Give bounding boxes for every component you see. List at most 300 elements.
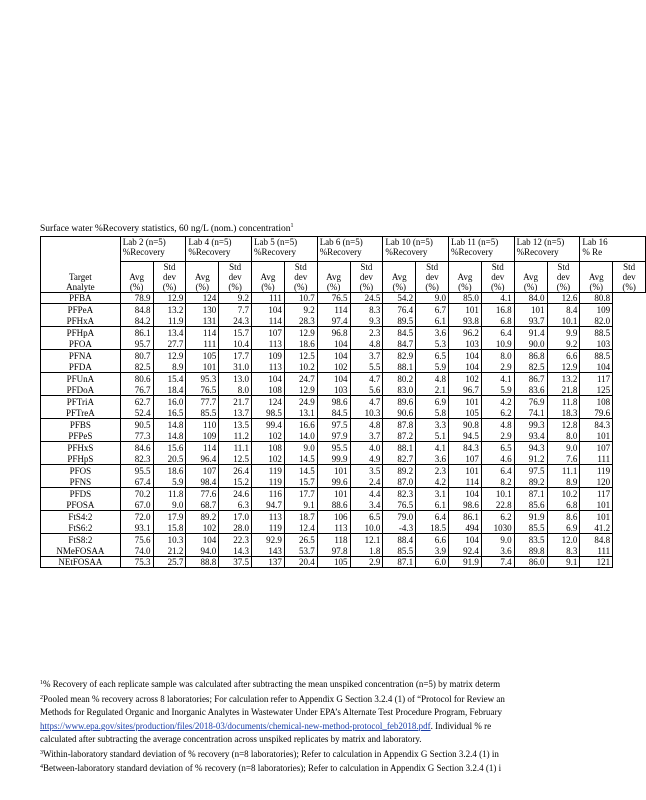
std-dev-header: Std dev (%) [284,262,317,293]
value-cell: 96.2 [449,327,482,339]
value-cell: 75.6 [120,534,153,546]
value-cell: 72.0 [120,511,153,523]
value-cell: 98.6 [449,499,482,511]
value-cell: 95.7 [120,338,153,350]
value-cell: 10.0 [350,522,383,534]
value-cell: 12.4 [284,522,317,534]
value-cell: 14.5 [284,453,317,465]
value-cell: 10.2 [284,361,317,373]
table-row [41,407,646,419]
value-cell: 6.8 [547,499,580,511]
value-cell: 12.6 [547,293,580,304]
value-cell: 3.7 [350,430,383,442]
value-cell: 108 [252,384,285,396]
lab-subheader: %Recovery [451,247,493,257]
footnote-2-line-2: Methods for Regulated Organic and Inorganic Analytes in Wastewater Under EPA’s Alternate Test Procedure Program, February [40,707,503,717]
value-cell: 90.5 [120,419,153,431]
lab-name: Lab 12 (n=5) [516,237,565,247]
value-cell: 80.6 [120,373,153,385]
value-cell: 89.6 [383,396,416,408]
value-cell: 113 [252,361,285,373]
value-cell: 4.7 [350,396,383,408]
value-cell: 82.7 [383,453,416,465]
value-cell: 87.2 [383,430,416,442]
value-cell: 24.9 [284,396,317,408]
value-cell: 53.7 [284,545,317,557]
value-cell: 4.1 [416,442,449,454]
value-cell: 13.2 [153,304,186,316]
value-cell: 111 [580,453,613,465]
table-row [41,430,646,442]
value-cell: 18.7 [284,511,317,523]
value-cell: 124 [186,293,219,304]
avg-header: Avg (%) [317,262,350,293]
lab-header [252,237,318,262]
value-cell: 12.1 [350,534,383,546]
value-cell: 5.5 [350,361,383,373]
value-cell: 8.0 [219,384,252,396]
lab-name: Lab 4 (n=5) [188,237,232,247]
table-header [41,237,646,293]
value-cell: 14.3 [219,545,252,557]
value-cell: 104 [580,361,613,373]
value-cell: 4.8 [350,419,383,431]
lab-header [383,237,449,262]
value-cell: 111 [186,338,219,350]
avg-header: Avg (%) [120,262,153,293]
value-cell: 76.9 [514,396,547,408]
value-cell: 104 [449,350,482,362]
lab-name: Lab 6 (n=5) [319,237,363,247]
analyte-cell: PFOS [41,465,121,477]
analyte-cell: PFPeS [41,430,121,442]
value-cell: 117 [580,488,613,500]
value-cell: 10.3 [350,407,383,419]
footnote-3: $^3$Within-laboratory standard deviation of % recovery (n=8 laboratories); Refer to calculation in Appendix G Section 3.2.4 (1) in [40,748,499,759]
value-cell: 8.4 [547,304,580,316]
value-cell: 17.9 [153,511,186,523]
value-cell: 104 [186,534,219,546]
value-cell: 5.3 [416,338,449,350]
value-cell: 79.6 [580,407,613,419]
std-dev-header: Std dev (%) [481,262,514,293]
value-cell: 91.9 [449,557,482,568]
value-cell: 494 [449,522,482,534]
value-cell: 18.4 [153,384,186,396]
footnote-4: $^4$Between-laboratory standard deviation of % recovery (n=8 laboratories); Refer to calculation in Appendix G Section 3.2.4 (1) i [40,763,502,773]
value-cell: 67.0 [120,499,153,511]
value-cell: 84.6 [120,442,153,454]
value-cell: 15.7 [219,327,252,339]
lab-header [580,237,646,262]
footnote-2-line-4: calculated after subtracting the average concentration across unspiked replicates by matrix and laboratory. [40,734,422,744]
value-cell: 10.4 [219,338,252,350]
value-cell: 114 [317,304,350,316]
value-cell: 130 [186,304,219,316]
value-cell: 9.0 [481,534,514,546]
value-cell: 1030 [481,522,514,534]
value-cell: 5.6 [350,384,383,396]
value-cell: 2.9 [481,361,514,373]
value-cell: 2.3 [416,465,449,477]
value-cell: 131 [186,315,219,327]
lab-header [317,237,383,262]
value-cell: 106 [317,511,350,523]
value-cell: 87.1 [514,488,547,500]
value-cell: 84.5 [317,407,350,419]
value-cell: 9.1 [547,557,580,568]
value-cell: 89.8 [514,545,547,557]
value-cell: 101 [449,465,482,477]
value-cell: 17.7 [284,488,317,500]
value-cell: 89.2 [514,476,547,488]
value-cell: 21.7 [219,396,252,408]
value-cell: 143 [252,545,285,557]
value-cell: 5.8 [416,407,449,419]
value-cell: 120 [580,476,613,488]
value-cell: 6.9 [547,522,580,534]
value-cell: 103 [580,338,613,350]
value-cell: 88.1 [383,361,416,373]
value-cell: 118 [317,534,350,546]
value-cell: 75.3 [120,557,153,568]
value-cell: 103 [449,338,482,350]
value-cell: 22.3 [219,534,252,546]
value-cell: 84.7 [383,338,416,350]
footnotes [40,677,640,776]
table-row [41,557,646,568]
value-cell: 85.5 [383,545,416,557]
lab-name: Lab 11 (n=5) [451,237,499,247]
value-cell: 92.9 [252,534,285,546]
value-cell: 9.0 [416,293,449,304]
value-cell: 93.7 [514,315,547,327]
avg-header: Avg (%) [580,262,613,293]
value-cell: 1.8 [350,545,383,557]
value-cell: 4.2 [481,396,514,408]
value-cell: 6.0 [416,557,449,568]
value-cell: 11.2 [219,430,252,442]
value-cell: 9.0 [153,499,186,511]
value-cell: 12.5 [284,350,317,362]
value-cell: 17.0 [219,511,252,523]
value-cell: 4.9 [350,453,383,465]
value-cell: 103 [317,384,350,396]
value-cell: 6.3 [219,499,252,511]
table-row [41,465,646,477]
table-row [41,453,646,465]
analyte-cell: PFUnA [41,373,121,385]
table-row [41,396,646,408]
value-cell: 82.3 [120,453,153,465]
value-cell: 80.2 [383,373,416,385]
value-cell: 114 [449,476,482,488]
value-cell: 96.7 [449,384,482,396]
value-cell: 10.9 [481,338,514,350]
value-cell: 11.8 [547,396,580,408]
header-row-labs [41,237,646,262]
value-cell: 99.3 [514,419,547,431]
value-cell: 77.6 [186,488,219,500]
value-cell: 2.3 [350,327,383,339]
footnote-1: $^1$% Recovery of each replicate sample was calculated after subtracting the mean unspiked concentration (n=5) by matrix determ [40,679,501,689]
value-cell: 62.7 [120,396,153,408]
value-cell: 94.3 [514,442,547,454]
value-cell: 98.4 [186,476,219,488]
value-cell: 9.1 [284,499,317,511]
value-cell: 3.6 [416,327,449,339]
value-cell: 101 [449,304,482,316]
analyte-cell: PFHxA [41,315,121,327]
value-cell: 105 [449,407,482,419]
value-cell: 2.9 [350,557,383,568]
value-cell: 96.4 [186,453,219,465]
value-cell: 7.6 [547,453,580,465]
table-title-text: Surface water %Recovery statistics, 60 ng/L (nom.) concentration [40,224,291,234]
value-cell: 91.9 [514,511,547,523]
value-cell: 104 [449,361,482,373]
value-cell: 95.5 [317,442,350,454]
value-cell: 101 [317,465,350,477]
value-cell: 8.2 [481,476,514,488]
lab-name: Lab 5 (n=5) [254,237,298,247]
value-cell: 108 [580,396,613,408]
value-cell: 104 [252,373,285,385]
lab-subheader: %Recovery [319,247,362,257]
value-cell: 101 [580,430,613,442]
value-cell: 4.1 [481,293,514,304]
value-cell: 76.5 [383,499,416,511]
value-cell: 16.0 [153,396,186,408]
value-cell: 102 [317,361,350,373]
value-cell: 93.4 [514,430,547,442]
value-cell: 18.6 [284,338,317,350]
value-cell: 21.2 [153,545,186,557]
table-row [41,534,646,546]
value-cell: 4.6 [481,453,514,465]
table-row [41,361,646,373]
value-cell: 84.0 [514,293,547,304]
std-dev-header: Std dev (%) [219,262,252,293]
value-cell: 8.3 [547,545,580,557]
value-cell: 13.5 [219,419,252,431]
lab-header [514,237,580,262]
value-cell: 6.4 [481,465,514,477]
value-cell: 99.4 [252,419,285,431]
value-cell: 13.1 [284,407,317,419]
lab-name: Lab 2 (n=5) [122,237,166,247]
value-cell: 124 [252,396,285,408]
value-cell: 114 [252,315,285,327]
value-cell: 74.1 [514,407,547,419]
value-cell: 137 [252,557,285,568]
value-cell: 87.8 [383,419,416,431]
value-cell: 88.5 [580,350,613,362]
value-cell: 102 [449,373,482,385]
value-cell: 12.5 [219,453,252,465]
value-cell: 121 [580,557,613,568]
value-cell: 114 [186,327,219,339]
value-cell: 85.6 [514,499,547,511]
epa-protocol-link[interactable]: https://www.epa.gov/sites/production/files/2018-03/documents/chemical-new-method-protocol_feb2018.pdf [40,720,431,731]
value-cell: 101 [317,488,350,500]
value-cell: 79.0 [383,511,416,523]
value-cell: 9.2 [219,293,252,304]
value-cell: 21.8 [547,384,580,396]
analyte-cell: PFBA [41,293,121,304]
value-cell: 76.4 [383,304,416,316]
analyte-cell: PFDA [41,361,121,373]
value-cell: 5.1 [416,430,449,442]
lab-subheader: %Recovery [254,247,297,257]
value-cell: 13.0 [219,373,252,385]
value-cell: 86.7 [514,373,547,385]
value-cell: 104 [449,488,482,500]
value-cell: 101 [514,304,547,316]
value-cell: 8.0 [547,430,580,442]
table-row [41,499,646,511]
table-row [41,293,646,304]
table-row [41,373,646,385]
value-cell: 16.5 [153,407,186,419]
value-cell: 10.1 [481,488,514,500]
analyte-cell: PFDS [41,488,121,500]
table-row [41,545,646,557]
value-cell: 97.5 [514,465,547,477]
analyte-cell: PFOA [41,338,121,350]
table-row [41,384,646,396]
value-cell: 107 [252,327,285,339]
value-cell: 6.4 [481,327,514,339]
value-cell: 9.0 [547,442,580,454]
value-cell: 8.3 [350,304,383,316]
value-cell: 9.2 [547,338,580,350]
value-cell: 99.6 [317,476,350,488]
value-cell: 13.7 [219,407,252,419]
value-cell: 82.5 [120,361,153,373]
value-cell: 12.9 [284,327,317,339]
std-dev-header: Std dev (%) [547,262,580,293]
value-cell: 8.6 [547,511,580,523]
value-cell: 84.8 [580,534,613,546]
value-cell: 86.1 [120,327,153,339]
analyte-cell: PFHpA [41,327,121,339]
value-cell: 85.0 [449,293,482,304]
value-cell: 113 [252,511,285,523]
value-cell: 83.6 [514,384,547,396]
value-cell: 12.9 [547,361,580,373]
value-cell: 18.6 [153,465,186,477]
value-cell: 101 [580,499,613,511]
value-cell: 9.9 [547,327,580,339]
value-cell: 3.5 [350,465,383,477]
avg-header: Avg (%) [252,262,285,293]
value-cell: 117 [580,373,613,385]
value-cell: 11.9 [153,315,186,327]
value-cell: 15.6 [153,442,186,454]
analyte-cell: PFOSA [41,499,121,511]
analyte-cell: PFTriA [41,396,121,408]
footnote-2-line-3: https://www.epa.gov/sites/production/files/2018-03/documents/chemical-new-method-protocol_feb2018.pdf. Individual % re [40,720,492,731]
value-cell: 89.2 [186,511,219,523]
value-cell: 114 [186,442,219,454]
value-cell: 125 [580,384,613,396]
value-cell: 108 [252,442,285,454]
value-cell: 24.5 [350,293,383,304]
value-cell: -4.3 [383,522,416,534]
analyte-cell: FtS4:2 [41,511,121,523]
value-cell: 11.8 [153,488,186,500]
value-cell: 15.7 [284,476,317,488]
value-cell: 111 [580,545,613,557]
value-cell: 97.5 [317,419,350,431]
value-cell: 89.5 [383,315,416,327]
value-cell: 7.7 [219,304,252,316]
value-cell: 10.1 [547,315,580,327]
value-cell: 77.7 [186,396,219,408]
value-cell: 83.0 [383,384,416,396]
value-cell: 11.1 [219,442,252,454]
value-cell: 13.4 [153,327,186,339]
value-cell: 119 [580,465,613,477]
lab-subheader: %Recovery [516,247,559,257]
analyte-cell: PFTreA [41,407,121,419]
value-cell: 6.1 [416,499,449,511]
value-cell: 102 [252,453,285,465]
value-cell: 113 [252,338,285,350]
analyte-cell: NMeFOSAA [41,545,121,557]
lab-subheader: % Re [582,247,603,257]
value-cell: 8.9 [153,361,186,373]
analyte-cell: PFNA [41,350,121,362]
value-cell: 28.0 [219,522,252,534]
value-cell: 116 [252,488,285,500]
value-cell: 102 [252,430,285,442]
value-cell: 7.4 [481,557,514,568]
value-cell: 86.8 [514,350,547,362]
value-cell: 15.8 [153,522,186,534]
value-cell: 76.5 [186,384,219,396]
value-cell: 104 [317,373,350,385]
value-cell: 4.8 [416,373,449,385]
value-cell: 12.9 [153,350,186,362]
value-cell: 6.1 [416,315,449,327]
value-cell: 67.4 [120,476,153,488]
lab-header [186,237,252,262]
table-row [41,327,646,339]
value-cell: 24.6 [219,488,252,500]
value-cell: 26.4 [219,465,252,477]
value-cell: 6.6 [416,534,449,546]
value-cell: 6.5 [481,442,514,454]
value-cell: 68.7 [186,499,219,511]
value-cell: 93.8 [449,315,482,327]
table-row [41,511,646,523]
value-cell: 82.0 [580,315,613,327]
value-cell: 9.2 [284,304,317,316]
value-cell: 10.3 [153,534,186,546]
value-cell: 15.4 [153,373,186,385]
value-cell: 3.6 [481,545,514,557]
value-cell: 3.4 [350,499,383,511]
value-cell: 14.8 [153,430,186,442]
value-cell: 119 [252,522,285,534]
value-cell: 96.8 [317,327,350,339]
value-cell: 10.7 [284,293,317,304]
lab-subheader: %Recovery [385,247,428,257]
table-row [41,488,646,500]
analyte-cell: FtS6:2 [41,522,121,534]
